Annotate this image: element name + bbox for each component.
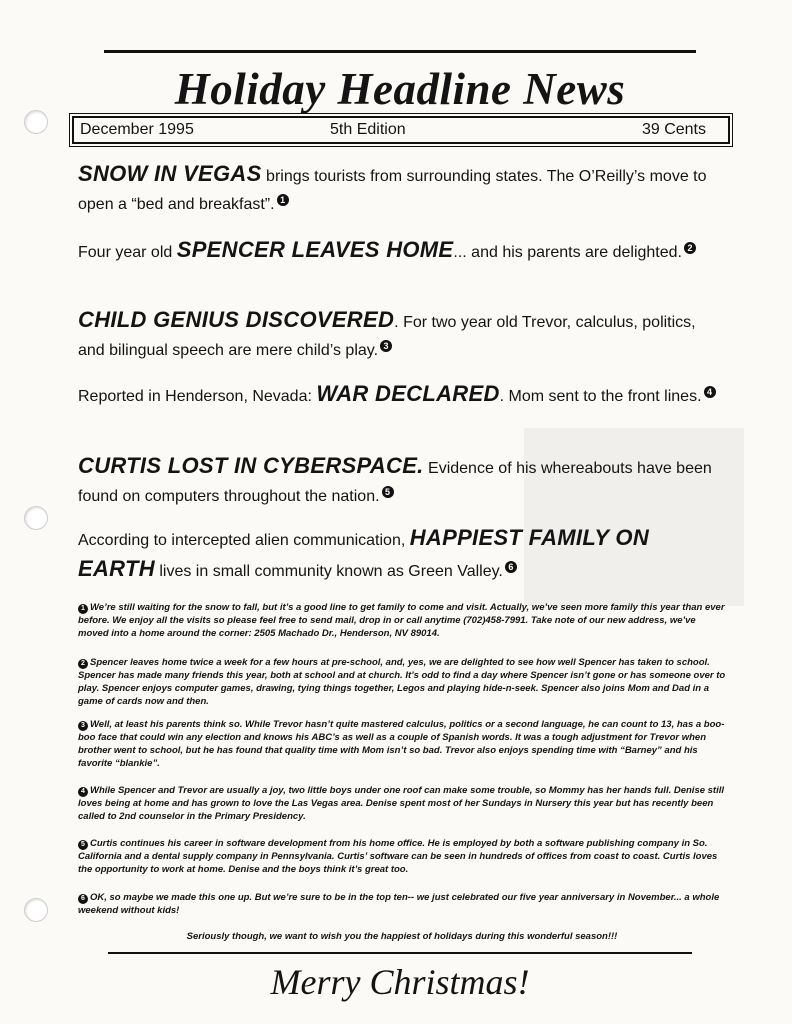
footnote-marker-icon: 1 bbox=[277, 194, 289, 206]
issue-edition: 5th Edition bbox=[330, 121, 406, 138]
story-lead-text: Four year old bbox=[78, 244, 177, 261]
binder-hole bbox=[24, 898, 48, 922]
story-lead-text: Reported in Henderson, Nevada: bbox=[78, 388, 317, 405]
masthead-title: Holiday Headline News bbox=[174, 64, 626, 114]
story-headline: SNOW IN VEGAS bbox=[78, 161, 262, 186]
story bbox=[78, 380, 726, 411]
footnote-text: We’re still waiting for the snow to fall, but it’s a good line to get family to come and visit. Actually, we’ve seen more family this year than ever before. We enjoy all the visits so please feel free to send mail, drop in or call anytime (702)458-7991. Take note of our new address, we’ve moved into a home around the corner: 2505 Machado Dr., Henderson, NV 89014. bbox=[78, 602, 725, 639]
bottom-rule bbox=[108, 952, 692, 954]
footnote-marker-icon: 2 bbox=[78, 659, 88, 669]
story bbox=[78, 160, 726, 219]
footnote-text: Well, at least his parents think so. While Trevor hasn’t quite mastered calculus, politics or a second language, he can count to 13, has a boo-boo face that could win any election and knows his ABC’s as well as a couple of Spanish words. It was a tough adjustment for Trevor when brother went to school, but he has found that quality time with Mom isn’t so bad. Trevor also enjoys spending time with “Barney” and his favorite “blankie”. bbox=[78, 719, 725, 769]
story-headline: HAPPIEST FAMILY ON EARTH bbox=[78, 525, 650, 581]
footnote-text: OK, so maybe we made this one up. But we’re sure to be in the top ten-- we just celebrated our five year anniversary in November... a whole weekend without kids! bbox=[78, 892, 720, 916]
issue-date: December 1995 bbox=[80, 121, 194, 138]
footnote-marker-icon: 5 bbox=[78, 840, 88, 850]
footnote-text: Curtis continues his career in software development from his home office. He is employed by both a software publishing company in So. California and a dental supply company in Pennsylvania. Curtis’ software can be seen in hundreds of offices from coast to coast. Curtis loves the opportunity to work at home. Denise and the boys think it’s great too. bbox=[78, 838, 718, 875]
story bbox=[78, 306, 726, 365]
footnote-marker-icon: 1 bbox=[78, 604, 88, 614]
binder-hole bbox=[24, 506, 48, 530]
binder-hole bbox=[24, 110, 48, 134]
closing-line: Seriously though, we want to wish you the happiest of holidays during this wonderful season!!! bbox=[186, 931, 618, 942]
footnote bbox=[78, 837, 726, 876]
footnote-marker-icon: 5 bbox=[382, 486, 394, 498]
footnote-marker-icon: 3 bbox=[78, 721, 88, 731]
footnote-marker-icon: 6 bbox=[78, 894, 88, 904]
top-rule bbox=[104, 50, 696, 53]
dateline-bar bbox=[72, 116, 730, 144]
story-text: ... and his parents are delighted. bbox=[453, 244, 682, 261]
footnote bbox=[78, 656, 726, 708]
story-headline: SPENCER LEAVES HOME bbox=[176, 237, 454, 262]
story-text: lives in small community known as Green Valley. bbox=[154, 563, 503, 580]
footnote bbox=[78, 601, 726, 640]
footnote-text: While Spencer and Trevor are usually a joy, two little boys under one roof can make some trouble, so Mommy has her hands full. Denise still loves being at home and has grown to love the Las Vegas area. Denise spent most of her Sundays in Nursery this year but has recently been called to 2nd counselor in the Primary Presidency. bbox=[78, 785, 725, 822]
signoff: Merry Christmas! bbox=[270, 962, 530, 1002]
story-headline: CHILD GENIUS DISCOVERED bbox=[78, 307, 395, 332]
story-text: brings tourists from surrounding states. The O’Reilly’s move to open a “bed and breakfast”. bbox=[78, 168, 707, 213]
footnote bbox=[78, 784, 726, 823]
footnote-marker-icon: 4 bbox=[78, 787, 88, 797]
story-text: . For two year old Trevor, calculus, politics, and bilingual speech are mere child’s play. bbox=[78, 314, 696, 359]
story bbox=[78, 452, 726, 511]
story bbox=[78, 236, 726, 267]
story-text: . Mom sent to the front lines. bbox=[499, 388, 702, 405]
story-headline: WAR DECLARED bbox=[316, 381, 500, 406]
footnote-marker-icon: 6 bbox=[505, 561, 517, 573]
footnote bbox=[78, 718, 726, 770]
footnote-marker-icon: 4 bbox=[704, 386, 716, 398]
footnote-text: Spencer leaves home twice a week for a few hours at pre-school, and, yes, we are delighted to see how well Spencer has taken to school. Spencer has made many friends this year, both at school and at church. It’s odd to find a day where Spencer isn’t gone or has someone over to play. Spencer enjoys computer games, drawing, tying things together, Legos and playing hide-n-seek. Spencer also joins Mom and Dad in a game of cards now and then. bbox=[78, 657, 726, 707]
footnote bbox=[78, 891, 726, 917]
story-text: Evidence of his whereabouts have been found on computers throughout the nation. bbox=[78, 460, 712, 505]
issue-price: 39 Cents bbox=[641, 121, 706, 138]
story-lead-text: According to intercepted alien communication, bbox=[78, 532, 410, 549]
footnote-marker-icon: 3 bbox=[380, 340, 392, 352]
story bbox=[78, 524, 726, 586]
story-headline: CURTIS LOST IN CYBERSPACE. bbox=[78, 453, 424, 478]
footnote-marker-icon: 2 bbox=[684, 242, 696, 254]
